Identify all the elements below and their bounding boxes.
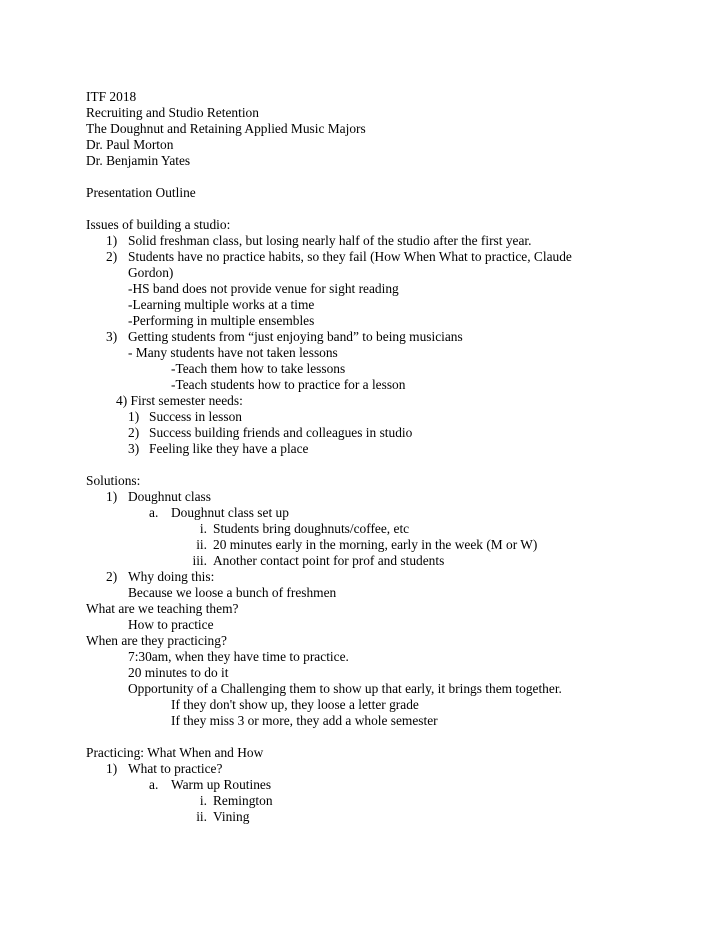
issue-4-2-text: Success building friends and colleagues in studio bbox=[149, 425, 413, 440]
solution-1-text: Doughnut class bbox=[128, 489, 211, 504]
issue-1-number: 1) bbox=[106, 233, 118, 248]
question-2: When are they practicing? bbox=[86, 633, 227, 648]
issue-2-sub-3: -Performing in multiple ensembles bbox=[128, 313, 315, 328]
practicing-roman-1-text: Remington bbox=[213, 793, 273, 808]
practicing-1-number: 1) bbox=[106, 761, 118, 776]
issue-2-text: Students have no practice habits, so they fail (How When What to practice, Claude bbox=[128, 249, 572, 264]
question-2-answer-1: 7:30am, when they have time to practice. bbox=[128, 649, 349, 664]
issue-1-text: Solid freshman class, but losing nearly half of the studio after the first year. bbox=[128, 233, 532, 248]
practicing-heading: Practicing: What When and How bbox=[86, 745, 264, 760]
practicing-roman-1: i. bbox=[199, 793, 207, 808]
question-1: What are we teaching them? bbox=[86, 601, 239, 616]
issue-3-sub-1: - Many students have not taken lessons bbox=[128, 345, 338, 360]
question-2-answer-3: Opportunity of a Challenging them to show up that early, it brings them together. bbox=[128, 681, 562, 696]
header-line-4: Dr. Paul Morton bbox=[86, 137, 174, 152]
practicing-1a-letter: a. bbox=[149, 777, 159, 792]
header-line-2: Recruiting and Studio Retention bbox=[86, 105, 259, 120]
solution-2-number: 2) bbox=[106, 569, 118, 584]
question-2-answer-4: If they don't show up, they loose a letter grade bbox=[171, 697, 419, 712]
solution-roman-3-text: Another contact point for prof and students bbox=[213, 553, 445, 568]
issue-3-sub-3: -Teach students how to practice for a lesson bbox=[171, 377, 406, 392]
issue-4-1-number: 1) bbox=[128, 409, 140, 424]
solution-roman-1-text: Students bring doughnuts/coffee, etc bbox=[213, 521, 410, 536]
issue-3-number: 3) bbox=[106, 329, 118, 344]
solution-roman-1: i. bbox=[199, 521, 207, 536]
header-line-1: ITF 2018 bbox=[86, 89, 137, 104]
header-line-5: Dr. Benjamin Yates bbox=[86, 153, 191, 168]
issues-heading: Issues of building a studio: bbox=[86, 217, 231, 232]
solution-1-number: 1) bbox=[106, 489, 118, 504]
issue-2-continuation: Gordon) bbox=[128, 265, 174, 280]
issue-2-number: 2) bbox=[106, 249, 118, 264]
issue-4-1-text: Success in lesson bbox=[149, 409, 242, 424]
issue-2-sub-2: -Learning multiple works at a time bbox=[128, 297, 315, 312]
issue-4-2-number: 2) bbox=[128, 425, 140, 440]
solution-roman-2: ii. bbox=[196, 537, 207, 552]
solution-2-text: Why doing this: bbox=[128, 569, 215, 584]
issue-4-3-text: Feeling like they have a place bbox=[149, 441, 309, 456]
issue-2-sub-1: -HS band does not provide venue for sight reading bbox=[128, 281, 399, 296]
practicing-1-text: What to practice? bbox=[128, 761, 223, 776]
practicing-1a-text: Warm up Routines bbox=[171, 777, 272, 792]
solutions-heading: Solutions: bbox=[86, 473, 141, 488]
solution-roman-3: iii. bbox=[192, 553, 207, 568]
question-2-answer-5: If they miss 3 or more, they add a whole semester bbox=[171, 713, 438, 728]
practicing-roman-2-text: Vining bbox=[213, 809, 250, 824]
issue-4-text: 4) First semester needs: bbox=[116, 393, 243, 408]
issue-3-sub-2: -Teach them how to take lessons bbox=[171, 361, 346, 376]
solution-1a-text: Doughnut class set up bbox=[171, 505, 289, 520]
solution-roman-2-text: 20 minutes early in the morning, early in the week (M or W) bbox=[213, 537, 538, 552]
outline-title: Presentation Outline bbox=[86, 185, 196, 200]
practicing-roman-2: ii. bbox=[196, 809, 207, 824]
question-1-answer: How to practice bbox=[128, 617, 214, 632]
question-2-answer-2: 20 minutes to do it bbox=[128, 665, 229, 680]
solution-1a-letter: a. bbox=[149, 505, 159, 520]
header-line-3: The Doughnut and Retaining Applied Music Majors bbox=[86, 121, 366, 136]
issue-4-3-number: 3) bbox=[128, 441, 140, 456]
solution-2-sub: Because we loose a bunch of freshmen bbox=[128, 585, 337, 600]
issue-3-text: Getting students from “just enjoying band” to being musicians bbox=[128, 329, 463, 344]
